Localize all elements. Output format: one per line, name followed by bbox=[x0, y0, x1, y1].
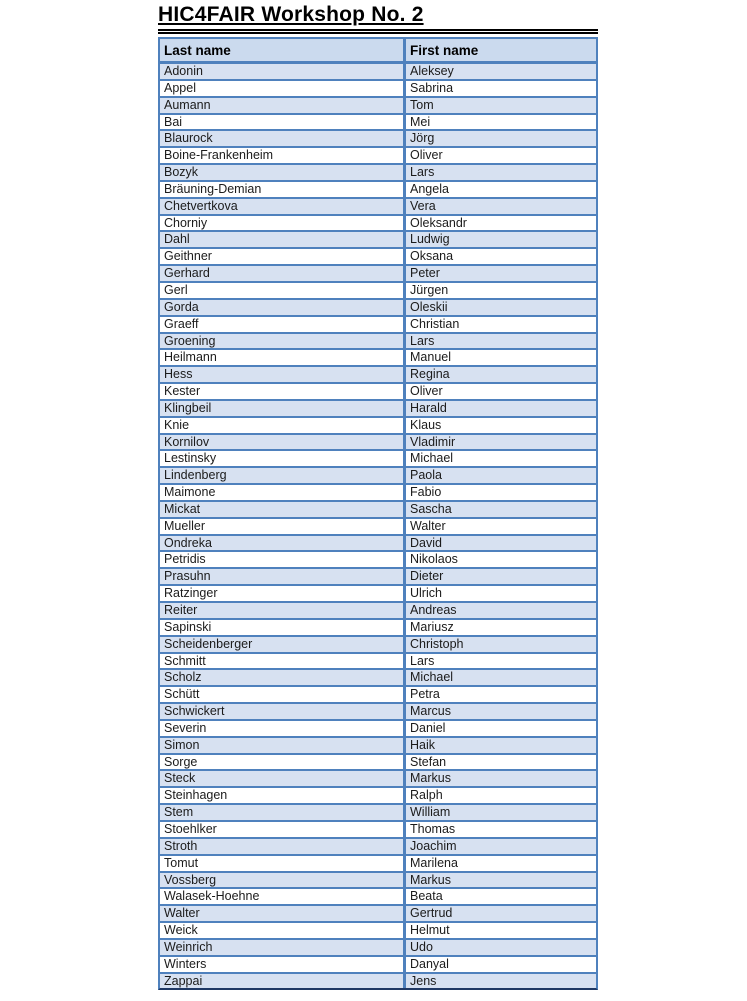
table-row bbox=[160, 384, 596, 401]
last-name-cell: Appel bbox=[160, 81, 406, 96]
last-name-cell: Ratzinger bbox=[160, 586, 406, 601]
table-row bbox=[160, 317, 596, 334]
first-name-cell: Jens bbox=[410, 973, 437, 988]
first-name-cell: Daniel bbox=[410, 720, 446, 735]
table-row bbox=[160, 974, 596, 989]
last-name-cell: Groening bbox=[160, 334, 406, 349]
first-name-cell: Oksana bbox=[410, 249, 454, 264]
first-name-cell: Lars bbox=[410, 165, 435, 180]
table-row bbox=[160, 435, 596, 452]
first-name-cell: Markus bbox=[410, 771, 451, 786]
table-row bbox=[160, 637, 596, 654]
first-name-cell: Fabio bbox=[410, 485, 442, 500]
first-name-cell: Sabrina bbox=[410, 80, 454, 95]
last-name-cell: Walasek-Hoehne bbox=[160, 889, 406, 904]
first-name-cell: Oliver bbox=[410, 148, 443, 163]
first-name-cell: Michael bbox=[410, 670, 454, 685]
table-row bbox=[160, 822, 596, 839]
table-row bbox=[160, 957, 596, 974]
first-name-cell: Harald bbox=[410, 400, 447, 415]
last-name-cell: Stem bbox=[160, 805, 406, 820]
last-name-cell: Mickat bbox=[160, 502, 406, 517]
table-row bbox=[160, 906, 596, 923]
last-name-cell: Severin bbox=[160, 721, 406, 736]
last-name-cell: Aumann bbox=[160, 98, 406, 113]
table-row bbox=[160, 182, 596, 199]
first-name-cell: Andreas bbox=[410, 603, 457, 617]
last-name-cell: Schmitt bbox=[160, 654, 406, 669]
table-header-row bbox=[158, 37, 598, 64]
last-name-cell: Maimone bbox=[160, 485, 406, 500]
last-name-cell: Gerhard bbox=[160, 266, 406, 281]
table-row bbox=[160, 603, 596, 620]
first-name-cell: Klaus bbox=[410, 417, 442, 432]
table-row bbox=[160, 131, 596, 148]
table-row bbox=[160, 755, 596, 772]
table-row bbox=[160, 350, 596, 367]
last-name-cell: Heilmann bbox=[160, 350, 406, 365]
last-name-cell: Weick bbox=[160, 923, 406, 938]
column-header-last-name: Last name bbox=[160, 39, 406, 61]
table-row bbox=[160, 704, 596, 721]
last-name-cell: Boine-Frankenheim bbox=[160, 148, 406, 163]
first-name-cell: Angela bbox=[410, 181, 449, 196]
table-row bbox=[160, 552, 596, 569]
last-name-cell: Lestinsky bbox=[160, 451, 406, 466]
last-name-cell: Prasuhn bbox=[160, 569, 406, 584]
document-page bbox=[158, 2, 598, 990]
last-name-cell: Walter bbox=[160, 906, 406, 921]
last-name-cell: Sorge bbox=[160, 755, 406, 770]
first-name-cell: Michael bbox=[410, 451, 454, 466]
table-row bbox=[160, 249, 596, 266]
table-row bbox=[160, 451, 596, 468]
table-row bbox=[160, 923, 596, 940]
table-row bbox=[160, 98, 596, 115]
last-name-cell: Schwickert bbox=[160, 704, 406, 719]
first-name-cell: Sascha bbox=[410, 501, 452, 516]
first-name-cell: Helmut bbox=[410, 923, 450, 938]
first-name-cell: Walter bbox=[410, 518, 446, 533]
page-title-text: HIC4FAIR Workshop No. 2 bbox=[158, 3, 424, 26]
table-row bbox=[160, 889, 596, 906]
last-name-cell: Geithner bbox=[160, 249, 406, 264]
table-row bbox=[160, 81, 596, 98]
table-row bbox=[160, 654, 596, 671]
first-name-cell: Mariusz bbox=[410, 619, 454, 634]
first-name-cell: Christian bbox=[410, 316, 460, 331]
table-row bbox=[160, 536, 596, 553]
first-name-cell: Jürgen bbox=[410, 282, 449, 297]
first-name-cell: Lars bbox=[410, 333, 435, 348]
first-name-cell: Ludwig bbox=[410, 232, 450, 247]
first-name-cell: Thomas bbox=[410, 821, 456, 836]
last-name-cell: Hess bbox=[160, 367, 406, 382]
last-name-cell: Winters bbox=[160, 957, 406, 972]
last-name-cell: Scholz bbox=[160, 670, 406, 685]
page-title bbox=[158, 2, 598, 34]
column-header-first-name: First name bbox=[410, 43, 479, 58]
last-name-cell: Bozyk bbox=[160, 165, 406, 180]
last-name-cell: Blaurock bbox=[160, 131, 406, 146]
participants-table bbox=[158, 37, 598, 990]
table-row bbox=[160, 519, 596, 536]
last-name-cell: Vossberg bbox=[160, 873, 406, 888]
table-row bbox=[160, 148, 596, 165]
table-row bbox=[160, 367, 596, 384]
last-name-cell: Reiter bbox=[160, 603, 406, 618]
last-name-cell: Klingbeil bbox=[160, 401, 406, 416]
first-name-cell: Mei bbox=[410, 114, 431, 129]
last-name-cell: Knie bbox=[160, 418, 406, 433]
last-name-cell: Dahl bbox=[160, 232, 406, 247]
first-name-cell: Peter bbox=[410, 266, 440, 281]
table-row bbox=[160, 232, 596, 249]
table-row bbox=[160, 670, 596, 687]
table-row bbox=[160, 266, 596, 283]
first-name-cell: Paola bbox=[410, 468, 442, 483]
first-name-cell: Vladimir bbox=[410, 434, 456, 449]
first-name-cell: Ulrich bbox=[410, 586, 442, 601]
last-name-cell: Mueller bbox=[160, 519, 406, 534]
first-name-cell: Stefan bbox=[410, 754, 447, 769]
last-name-cell: Steck bbox=[160, 771, 406, 786]
table-row bbox=[160, 401, 596, 418]
last-name-cell: Stroth bbox=[160, 839, 406, 854]
last-name-cell: Graeff bbox=[160, 317, 406, 332]
first-name-cell: David bbox=[410, 535, 442, 550]
table-row bbox=[160, 300, 596, 317]
table-row bbox=[160, 502, 596, 519]
last-name-cell: Kornilov bbox=[160, 435, 406, 450]
table-row bbox=[160, 620, 596, 637]
table-row bbox=[160, 165, 596, 182]
table-row bbox=[160, 788, 596, 805]
first-name-cell: Dieter bbox=[410, 569, 444, 584]
first-name-cell: Haik bbox=[410, 737, 436, 752]
last-name-cell: Weinrich bbox=[160, 940, 406, 955]
table-row bbox=[160, 839, 596, 856]
table-row bbox=[160, 64, 596, 81]
first-name-cell: Gertrud bbox=[410, 906, 453, 921]
first-name-cell: Aleksey bbox=[410, 64, 454, 78]
table-row bbox=[160, 283, 596, 300]
last-name-cell: Sapinski bbox=[160, 620, 406, 635]
last-name-cell: Gorda bbox=[160, 300, 406, 315]
table-row bbox=[160, 873, 596, 890]
first-name-cell: Beata bbox=[410, 889, 443, 904]
first-name-cell: Oleksandr bbox=[410, 215, 467, 230]
first-name-cell: William bbox=[410, 805, 451, 820]
first-name-cell: Vera bbox=[410, 198, 436, 213]
table-row bbox=[160, 468, 596, 485]
last-name-cell: Simon bbox=[160, 738, 406, 753]
last-name-cell: Schütt bbox=[160, 687, 406, 702]
table-row bbox=[160, 418, 596, 435]
table-row bbox=[160, 687, 596, 704]
first-name-cell: Lars bbox=[410, 653, 435, 668]
last-name-cell: Kester bbox=[160, 384, 406, 399]
first-name-cell: Joachim bbox=[410, 838, 457, 853]
first-name-cell: Oliver bbox=[410, 384, 443, 399]
table-row bbox=[160, 940, 596, 957]
first-name-cell: Petra bbox=[410, 687, 440, 702]
first-name-cell: Danyal bbox=[410, 956, 449, 971]
last-name-cell: Chorniy bbox=[160, 216, 406, 231]
last-name-cell: Tomut bbox=[160, 856, 406, 871]
table-row bbox=[160, 485, 596, 502]
table-row bbox=[160, 569, 596, 586]
first-name-cell: Ralph bbox=[410, 788, 443, 803]
first-name-cell: Jörg bbox=[410, 131, 435, 146]
table-row bbox=[160, 115, 596, 132]
last-name-cell: Lindenberg bbox=[160, 468, 406, 483]
table-row bbox=[160, 856, 596, 873]
last-name-cell: Bräuning-Demian bbox=[160, 182, 406, 197]
last-name-cell: Petridis bbox=[160, 552, 406, 567]
first-name-cell: Tom bbox=[410, 97, 434, 112]
table-row bbox=[160, 771, 596, 788]
table-row bbox=[160, 805, 596, 822]
last-name-cell: Steinhagen bbox=[160, 788, 406, 803]
table-row bbox=[160, 738, 596, 755]
first-name-cell: Nikolaos bbox=[410, 552, 458, 567]
first-name-cell: Marcus bbox=[410, 704, 451, 719]
last-name-cell: Scheidenberger bbox=[160, 637, 406, 652]
last-name-cell: Ondreka bbox=[160, 536, 406, 551]
last-name-cell: Chetvertkova bbox=[160, 199, 406, 214]
first-name-cell: Manuel bbox=[410, 350, 451, 365]
table-body bbox=[158, 64, 598, 990]
first-name-cell: Udo bbox=[410, 939, 433, 954]
table-row bbox=[160, 199, 596, 216]
first-name-cell: Markus bbox=[410, 872, 451, 887]
table-row bbox=[160, 721, 596, 738]
last-name-cell: Adonin bbox=[160, 64, 406, 79]
first-name-cell: Marilena bbox=[410, 855, 458, 870]
table-row bbox=[160, 586, 596, 603]
last-name-cell: Zappai bbox=[160, 974, 406, 989]
table-row bbox=[160, 216, 596, 233]
first-name-cell: Christoph bbox=[410, 636, 464, 651]
last-name-cell: Stoehlker bbox=[160, 822, 406, 837]
last-name-cell: Bai bbox=[160, 115, 406, 130]
table-row bbox=[160, 334, 596, 351]
first-name-cell: Regina bbox=[410, 367, 450, 382]
last-name-cell: Gerl bbox=[160, 283, 406, 298]
first-name-cell: Oleskii bbox=[410, 299, 448, 314]
